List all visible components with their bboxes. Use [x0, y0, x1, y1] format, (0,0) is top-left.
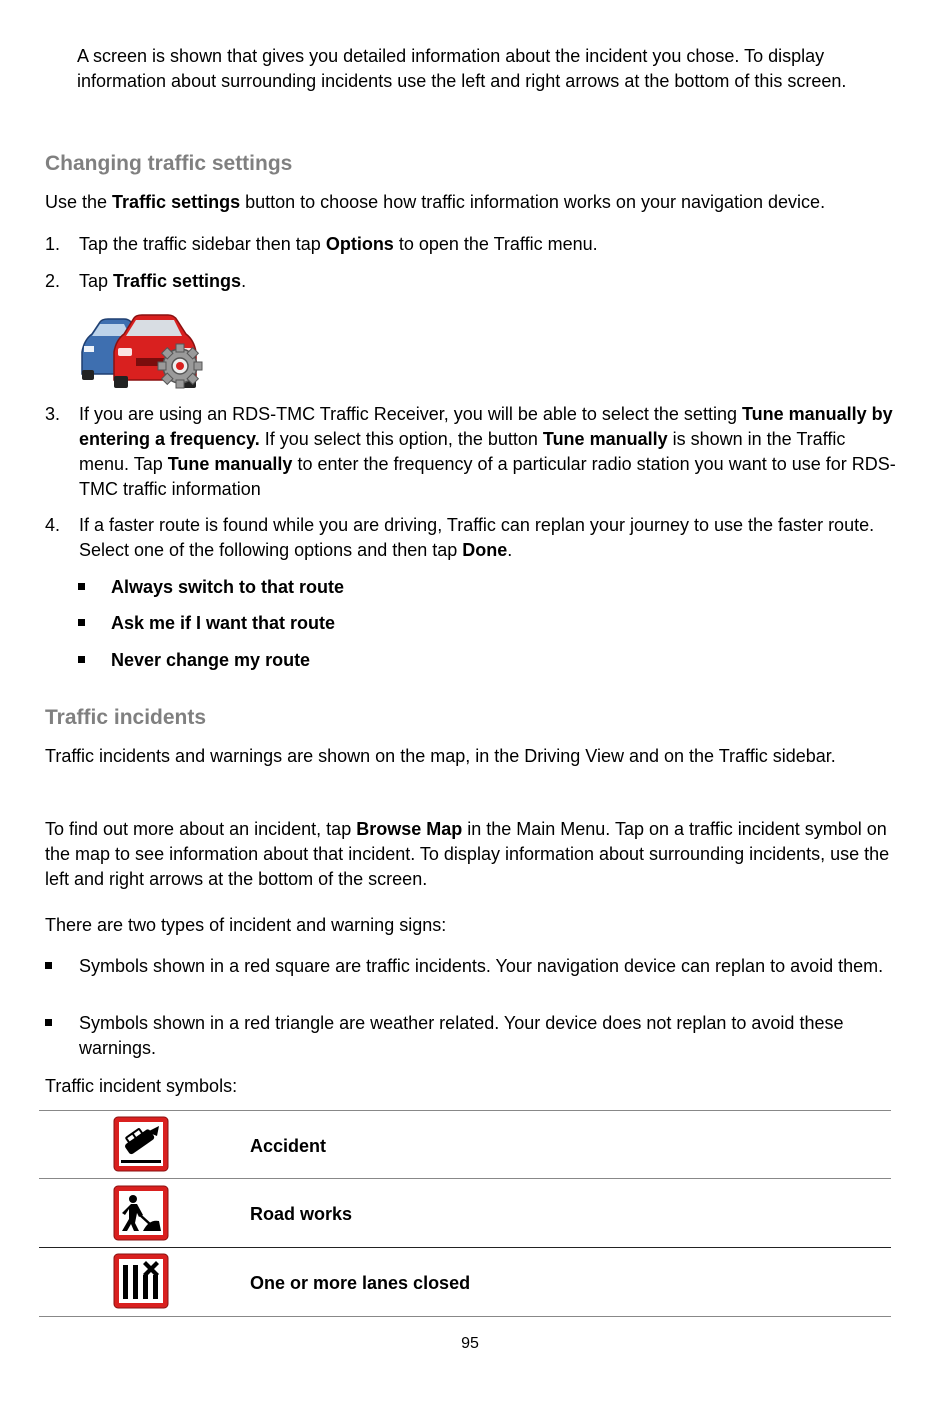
step-number: 1.	[45, 234, 61, 254]
traffic-settings-icon	[78, 312, 206, 390]
step-number: 3.	[45, 404, 61, 424]
option-always-switch: Always switch to that route	[111, 577, 345, 597]
road-works-icon	[113, 1185, 169, 1241]
step-number: 4.	[45, 515, 61, 535]
traffic-settings-paragraph: Use the Traffic settings button to choose how traffic information works on your navigation device.	[45, 192, 826, 212]
step-2-text: Tap Traffic settings.	[79, 271, 247, 291]
intro-paragraph: A screen is shown that gives you detailed information about the incident you chose. To display information about surrounding incidents use the left and right arrows at the bottom of this screen.	[77, 46, 847, 91]
step-3-text: If you are using an RDS-TMC Traffic Receiver, you will be able to select the setting Tune manually by entering a frequency. If you select this option, the button Tune manually is shown in the Traffic menu. Tap Tune manually to enter the frequency of a particular radio station you want to use for RDS-TMC traffic information	[79, 404, 896, 499]
symbol-label-accident: Accident	[250, 1136, 327, 1156]
option-never-change: Never change my route	[111, 650, 311, 670]
bullet-square	[45, 1019, 52, 1026]
bullet-square	[45, 962, 52, 969]
bullet-red-triangle: Symbols shown in a red triangle are weather related. Your device does not replan to avoid these warnings.	[79, 1013, 844, 1058]
symbols-label: Traffic incident symbols:	[45, 1076, 238, 1096]
section-heading-traffic-incidents: Traffic incidents	[45, 706, 207, 729]
option-ask-me: Ask me if I want that route	[111, 613, 336, 633]
bullet-square	[78, 656, 85, 663]
table-rule	[39, 1178, 891, 1179]
traffic-incidents-paragraph: Traffic incidents and warnings are shown on the map, in the Driving View and on the Traffic sidebar.	[45, 746, 836, 766]
step-number: 2.	[45, 271, 61, 291]
browse-map-paragraph: To find out more about an incident, tap Browse Map in the Main Menu. Tap on a traffic incident symbol on the map to see information about that incident. To display information about surrounding incidents, use the left and right arrows at the bottom of the screen.	[45, 819, 890, 889]
step-1-text: Tap the traffic sidebar then tap Options to open the Traffic menu.	[79, 234, 598, 254]
sign-types-paragraph: There are two types of incident and warning signs:	[45, 915, 447, 935]
bullet-square	[78, 583, 85, 590]
lanes-closed-icon	[113, 1253, 169, 1309]
bullet-red-square: Symbols shown in a red square are traffic incidents. Your navigation device can replan to avoid them.	[79, 956, 884, 976]
symbol-label-lanes-closed: One or more lanes closed	[250, 1273, 471, 1293]
table-rule	[39, 1110, 891, 1111]
section-heading-changing-traffic-settings: Changing traffic settings	[45, 152, 293, 175]
page-number: 95	[461, 1335, 479, 1352]
symbol-label-road-works: Road works	[250, 1204, 353, 1224]
table-rule	[39, 1316, 891, 1317]
table-rule	[39, 1247, 891, 1248]
bullet-square	[78, 619, 85, 626]
step-4-text: If a faster route is found while you are driving, Traffic can replan your journey to use the faster route. Select one of the following options and then tap Done.	[79, 515, 875, 560]
accident-icon	[113, 1116, 169, 1172]
